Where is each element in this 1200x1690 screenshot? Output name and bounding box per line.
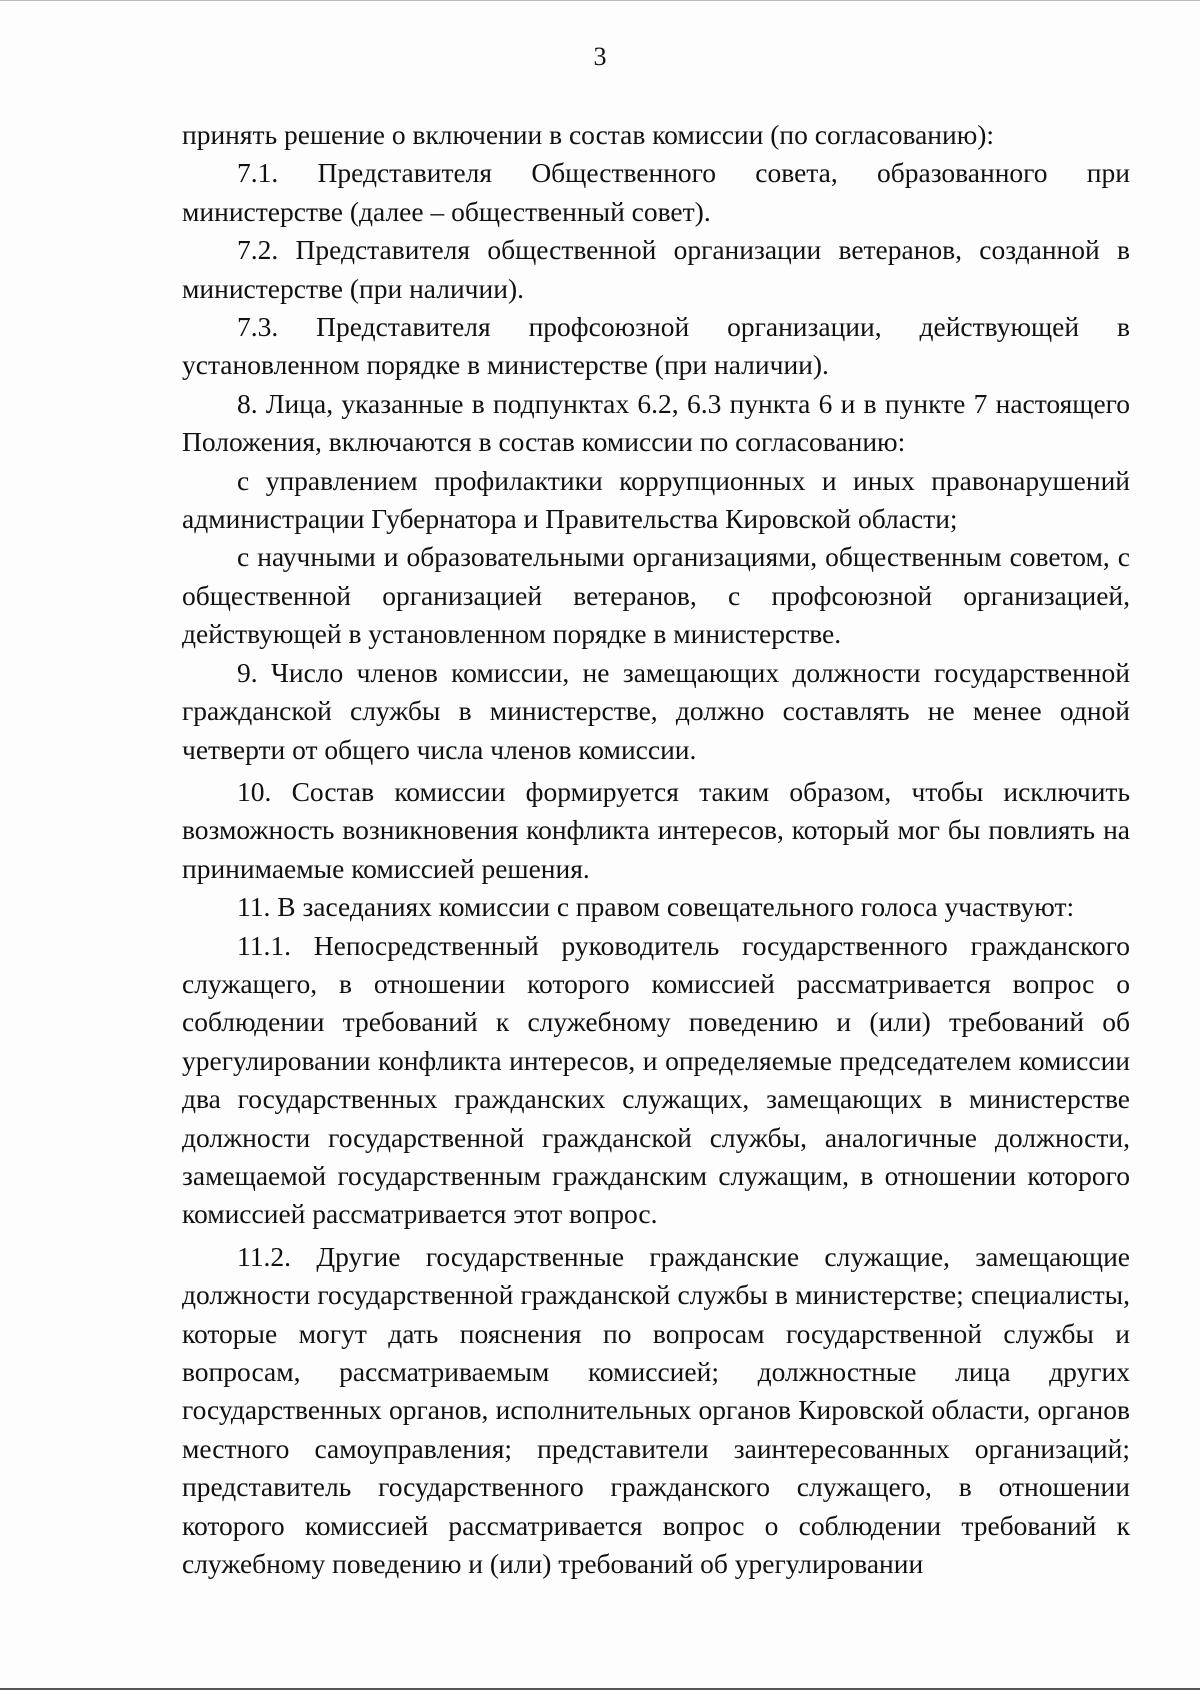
paragraph-8-agreement-1: с управлением профилактики коррупционных и иных правонарушений администрации Губернатора и Правительства Кировской области;	[182, 464, 1130, 535]
paragraph-7-1: 7.1. Представителя Общественного совета, образованного при министерстве (далее – общественный совет).	[182, 157, 1130, 227]
document-body	[182, 116, 1130, 1583]
paragraph-8-agreement-2: с научными и образовательными организациями, общественным советом, с общественной организацией ветеранов, с профсоюзной организацией, действующей в установленном порядке в министерстве.	[182, 541, 1130, 650]
paragraph-8: 8. Лица, указанные в подпунктах 6.2, 6.3 пункта 6 и в пункте 7 настоящего Положения, включаются в состав комиссии по согласованию:	[182, 387, 1130, 458]
paragraph-7-2: 7.2. Представителя общественной организации ветеранов, созданной в министерстве (при наличии).	[182, 234, 1130, 304]
paragraph-11-2: 11.2. Другие государственные гражданские служащие, замещающие должности государственной гражданской службы в министерстве; специалисты, которые могут дать пояснения по вопросам государственной службы и вопросам, рассматриваемым комиссией; должностные лица других государственных органов, исполнительных органов Кировской области, органов местного самоуправления; представители заинтересованных организаций; представитель государственного гражданского служащего, в отношении которого комиссией рассматривается вопрос о соблюдении требований к служебному поведению и (или) требований об урегулировании	[182, 1240, 1130, 1580]
paragraph-intro: принять решение о включении в состав комиссии (по согласованию):	[182, 119, 995, 150]
paragraph-9: 9. Число членов комиссии, не замещающих должности государственной гражданской службы в министерстве, должно составлять не менее одной четверти от общего числа членов комиссии.	[182, 656, 1130, 765]
page-number: 3	[593, 42, 607, 71]
paragraph-11-1: 11.1. Непосредственный руководитель государственного гражданского служащего, в отношении которого комиссией рассматривается вопрос о соблюдении требований к служебному поведению и (или) требований об урегулировании конфликта интересов, и определяемые председателем комиссии два государственных гражданских служащих, замещающих в министерстве должности государственной гражданской службы, аналогичные должности, замещаемой государственным гражданским служащим, в отношении которого комиссией рассматривается этот вопрос.	[182, 929, 1130, 1230]
paragraph-10: 10. Состав комиссии формируется таким образом, чтобы исключить возможность возникновения конфликта интересов, который мог бы повлиять на принимаемые комиссией решения.	[182, 775, 1130, 884]
paragraph-11: 11. В заседаниях комиссии с правом совещательного голоса участвуют:	[237, 891, 1075, 923]
scan-edge-top	[0, 0, 1200, 1]
paragraph-7-3: 7.3. Представителя профсоюзной организации, действующей в установленном порядке в министерстве (при наличии).	[182, 311, 1130, 381]
